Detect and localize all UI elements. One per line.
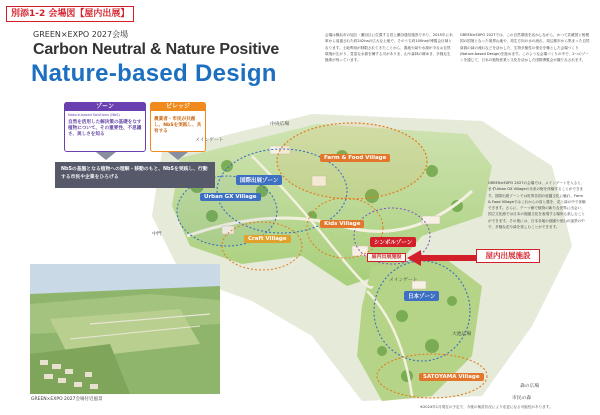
- main-gate-label: メインゲート: [195, 138, 224, 143]
- forest-label: 森の広場: [520, 384, 540, 389]
- down-arrow-icon: [96, 152, 116, 160]
- village-legend-header: ビレッジ: [150, 102, 206, 111]
- footnote: ※2024年1月現在の予定で、今後の検討状況により変更になる可能性があります。: [420, 405, 553, 409]
- west-gate-label: 中門: [152, 232, 162, 237]
- urban-gx-village-label: Urban GX Village: [200, 193, 261, 201]
- event-name: GREEN×EXPO 2027会場: [33, 30, 129, 39]
- page-subtitle: Carbon Neutral & Nature Positive: [33, 41, 280, 58]
- civic-forest-label: 市民の森: [512, 396, 532, 401]
- kids-village-label: Kids Village: [320, 220, 364, 228]
- zone-legend-card: [64, 102, 146, 152]
- symbol-zone-label: シンボルゾーン: [370, 237, 416, 247]
- village-legend-body: 農業者・市民が共創し、NbSを実践し、共有する: [154, 117, 202, 134]
- indoor-exhibit-building: 屋内出展施設: [367, 253, 406, 262]
- document-tag: 別添1-2 会場図【屋内出展】: [6, 6, 134, 22]
- japan-zone-label: 日本ゾーン: [404, 291, 439, 301]
- zone-legend-sub: Nature-based Solutions (NbS): [68, 113, 120, 117]
- village-legend-card: [150, 102, 206, 152]
- hall-label: 大池広場: [452, 332, 472, 337]
- satoyama-village-label: SATOYAMA Village: [419, 373, 484, 381]
- central-park-label: 中央広場: [270, 122, 290, 127]
- kokusai-zone-label: 国際出展ゾーン: [236, 175, 282, 185]
- nbs-banner: NbSの基盤となる植物への理解・移動のもと、NbSを実践し、行動する市民や企業をひろげる: [55, 162, 215, 188]
- page-title: Nature-based Design: [31, 60, 277, 87]
- intro-paragraph-2: GREEN×EXPO 2027では、この自然環境を活かしながら、かつて武蔵国と相模国の国境となった境界山地や、再生方向の水の流れ、周辺都市から集まった自然資源の緑の流れなどを活かした、生物多様性の保全を軸とした会場づくり(Nature-based Design)を進めます。このような会場づくりの中で、2つのゾーンを通じて、日本の植物産業と文化を活かした国際博覧会が織りなされます。: [460, 33, 590, 63]
- aerial-photo: [30, 264, 220, 394]
- venue-description: GREEN×EXPO 2027の会場では、メインゲートを入ると、まずUrban GX Villageの未来の街を体験することができます。国際出展ゾーンでは世界各国の庭園文化に触れ、Farm & Food Villageではこれからの食と農を、花と緑の中で体験できます。さらに、テーマ館で植物の新たな世界に出会い、国立文化館では日本の庭園文化を表現する場所も楽しむことができます。その奥には、日本各地の庭園や里山の風景の中で、多様な花や緑を楽しむことができます。: [488, 181, 586, 230]
- main-gate2-label: メインゲート: [389, 278, 418, 283]
- zone-legend-header: ゾーン: [64, 102, 146, 111]
- down-arrow-icon: [168, 152, 188, 160]
- intro-paragraph-1: 会場は横浜市の旭区・瀬谷区に位置する旧上瀬谷通信施設であり、2015年に米軍から返還された約242haの広大な土地で、そのうち約100haが博覧会区域となります。土地利用が制限されてきたことから、農地や緑や水源が今なお自然環境が広がり、豊富な水源を擁する川がありま、山や森林の郷ゆき、多様な生態系が残っています。: [325, 33, 453, 63]
- pointer-arrow-icon: [407, 250, 477, 266]
- zone-legend-body: 自然を活用した解決策の基礎をなす植物について、その重要性、不思議さ、美しさを知る: [68, 120, 142, 137]
- indoor-exhibit-callout: 屋内出展施設: [476, 249, 540, 263]
- photo-caption: GREEN×EXPO 2027会場付近風景: [31, 397, 103, 402]
- craft-village-label: Craft Village: [244, 235, 291, 243]
- farm-food-village-label: Farm & Food Village: [320, 154, 390, 162]
